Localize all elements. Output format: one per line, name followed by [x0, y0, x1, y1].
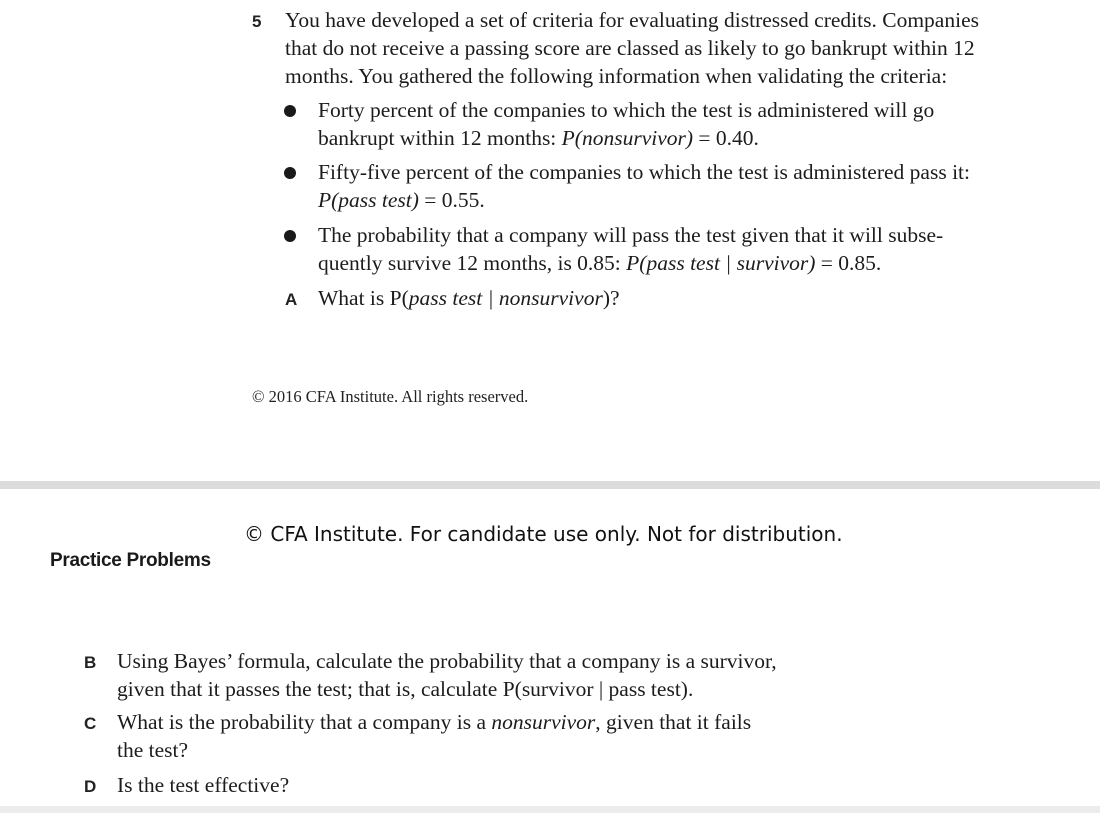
bullet-dot — [284, 105, 296, 117]
bullet-line: Forty percent of the companies to which the test is administered will go — [318, 98, 935, 122]
part-d-question: Is the test effective? — [117, 773, 290, 797]
part-d-label: D — [84, 777, 97, 796]
intro-line-1: You have developed a set of criteria for evaluating distressed credits. Companies — [285, 8, 979, 32]
question-line: What is the probability that a company is a nonsurvivor, given that it fails — [117, 710, 752, 734]
page-bottom-edge — [0, 806, 1100, 813]
running-head: Practice Problems — [50, 550, 211, 571]
bullet-line: quently survive 12 months, is 0.85: P(pass test | survivor) = 0.85. — [318, 251, 882, 275]
bullet-line: Fifty-five percent of the companies to which the test is administered pass it: — [318, 160, 971, 184]
bullet-dot — [284, 230, 296, 242]
distribution-watermark: © CFA Institute. For candidate use only. Not for distribution. — [244, 522, 843, 546]
intro-line-2: that do not receive a passing score are classed as likely to go bankrupt within 12 — [285, 36, 975, 60]
emphasis-term: nonsurvivor — [491, 710, 596, 734]
bullet-line: bankrupt within 12 months: P(nonsurvivor) = 0.40. — [318, 126, 759, 150]
part-b-label: B — [84, 653, 97, 672]
bullet-line: P(pass test) = 0.55. — [318, 188, 485, 212]
part-c-question — [117, 708, 877, 764]
part-a-label: A — [285, 290, 298, 309]
problem-intro — [285, 6, 1085, 90]
copyright-notice: © 2016 CFA Institute. All rights reserved. — [252, 387, 529, 406]
probability-expression: P(nonsurvivor) — [561, 126, 694, 150]
part-a-question: What is P(pass test | nonsurvivor)? — [318, 286, 620, 310]
bullet-item-2 — [318, 158, 1078, 214]
question-line: the test? — [117, 738, 189, 762]
part-b-question — [117, 647, 877, 703]
question-line: Using Bayes’ formula, calculate the probability that a company is a survivor, — [117, 649, 777, 673]
bullet-line: The probability that a company will pass the test given that it will subse- — [318, 223, 944, 247]
bullet-item-3 — [318, 221, 1078, 277]
probability-expression: P(pass test | survivor) — [626, 251, 816, 275]
part-c-label: C — [84, 714, 97, 733]
bullet-item-1 — [318, 96, 1078, 152]
bullet-dot — [284, 167, 296, 179]
question-line: given that it passes the test; that is, calculate P(survivor | pass test). — [117, 677, 694, 701]
probability-expression: pass test | nonsurvivor — [408, 286, 603, 310]
intro-line-3: months. You gathered the following information when validating the criteria: — [285, 64, 948, 88]
page-divider — [0, 481, 1100, 489]
probability-expression: P(pass test) — [318, 188, 419, 212]
problem-number: 5 — [252, 12, 262, 31]
